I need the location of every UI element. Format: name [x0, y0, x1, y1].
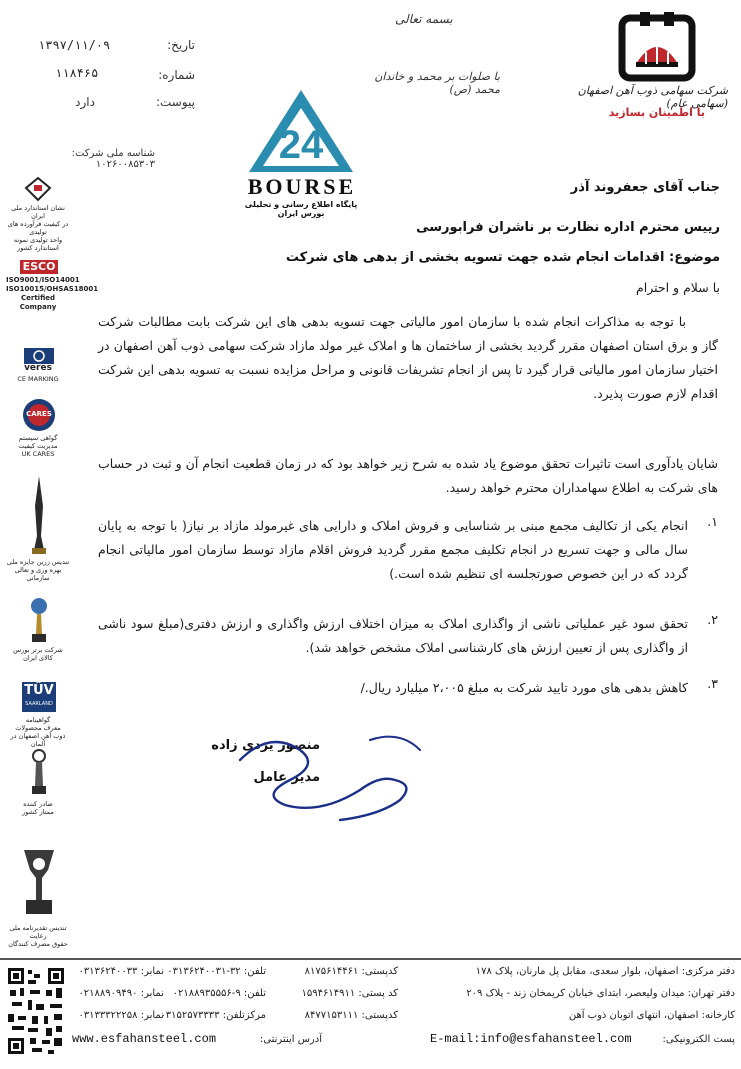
- bourse24-logo-icon: [235, 86, 367, 176]
- footer-tehran-address: دفتر تهران: میدان ولیعصر، ابتدای خیابان کریمخان زند - پلاک ۲۰۹: [466, 988, 735, 999]
- standard-label: نشان استاندارد ملی ایران در کیفیت فرآورده های تولیدی واحد تولیدی نمونه استاندارد کشور: [7, 204, 69, 252]
- footer-hq-postal: کدپستی: ۸۱۷۵۶۱۴۴۶۱: [304, 966, 398, 977]
- list-item: کاهش بدهی های مورد تایید شرکت به مبلغ ۲،۰۰۵ میلیارد ریال./: [360, 680, 688, 695]
- trophy-icon: [32, 476, 46, 554]
- bourse-subtitle: پایگاه اطلاع رسانی و تحلیلی بورس ایران: [244, 200, 358, 218]
- national-id: شناسه ملی شرکت: ۱۰۲۶۰۰۸۵۳۰۳: [71, 148, 155, 170]
- recipient: جناب آقای جعفروند آذر: [570, 180, 720, 195]
- cares-label: گواهی سیستم مدیریت کیفیت UK CARES: [18, 434, 58, 458]
- recipient-title: رییس محترم اداره نظارت بر ناشران فرابورسی: [416, 220, 720, 235]
- award-4-label: تندیس تقدیرنامه ملی رعایت حقوق مصرف کنندگان: [8, 924, 68, 948]
- standard-mark-icon: [24, 176, 52, 202]
- qr-code: [6, 966, 66, 1056]
- award-2-label: شرکت برتر بورس کالای ایران: [13, 646, 63, 662]
- cares-brand: CARES: [26, 410, 52, 418]
- qr-code-icon: [6, 966, 66, 1056]
- footer-hq-address: دفتر مرکزی: اصفهان، بلوار سعدی، مقابل پل مارنان، پلاک ۱۷۸: [475, 966, 735, 977]
- bismillah: بسمه تعالی: [395, 12, 453, 26]
- footer-divider: [0, 958, 741, 960]
- footer-email-label: پست الکترونیکی:: [662, 1034, 735, 1045]
- footer-hq-tel: تلفن: ۳۲-۰۳۱۳۶۲۴۰۰۳۱: [167, 966, 266, 977]
- handwritten-signature-icon: [230, 720, 430, 830]
- footer-tehran-fax: نمابر: ۰۲۱۸۸۹۰۹۴۹۰: [78, 988, 164, 999]
- veritas-brand: veres: [24, 363, 52, 373]
- bourse-trophy-icon: [30, 594, 48, 644]
- footer-email[interactable]: E-mail:info@esfahansteel.com: [430, 1032, 632, 1046]
- esco-label: ISO9001/ISO14001 ISO10015/OHSAS18001 Certified Company: [6, 276, 99, 311]
- footer-factory-fax: نمابر: ۰۳۱۳۳۳۲۲۲۵۸: [78, 1010, 164, 1021]
- award-logo-3: [30, 748, 48, 796]
- bourse-wordmark: BOURSE: [247, 174, 357, 199]
- footer-factory-postal: کدپستی: ۸۴۷۷۱۵۳۱۱۱: [304, 1010, 398, 1021]
- tuv-logo: [22, 682, 56, 712]
- list-item-number: ۳.: [707, 676, 718, 691]
- list-item-number: ۲.: [707, 612, 718, 627]
- subject: موضوع: اقدامات انجام شده جهت تسویه بخشی از بدهی های شرکت: [285, 250, 720, 265]
- footer-website[interactable]: www.esfahansteel.com: [72, 1032, 217, 1046]
- veritas-mark-icon: [24, 348, 54, 364]
- attachment-value: دارد: [75, 95, 95, 109]
- award-3-label: صادر کننده ممتاز کشور: [22, 800, 54, 816]
- award-logo-4: [20, 848, 58, 918]
- footer-factory-address: کارخانه: اصفهان، انتهای اتوبان ذوب آهن: [568, 1010, 735, 1021]
- date-value: ۱۳۹۷/۱۱/۰۹: [38, 38, 111, 52]
- award-1-label: تندیس زرین جایزه ملی بهره وری و تعالی سازمانی: [6, 558, 70, 582]
- company-name: شرکت سهامی ذوب آهن اصفهان (سهامی عام): [577, 84, 728, 110]
- greeting: با سلام و احترام: [636, 280, 720, 295]
- esco-logo: ESCO: [20, 260, 58, 274]
- salawat: با صلوات بر محمد و خاندان محمد (ص): [374, 70, 500, 96]
- export-trophy-icon: [30, 748, 48, 796]
- tuv-brand: TÜV: [24, 683, 54, 698]
- footer-website-label: آدرس اینترنتی:: [259, 1034, 322, 1045]
- paragraph-1: با توجه به مذاکرات انجام شده با سازمان امور مالیاتی جهت تسویه بدهی های این شرکت بابت مطالبات شرکت گاز و برق استان اصفهان مقرر گردید بخشی از ساختمان ها و املاک غیر مولد مازاد شرکت سهامی ذوب آهن اصفهان در اختیار سازمان امور مالیاتی قرار گیرد تا پس از انجام تشریفات قانونی و مراحل مزایده نسبت به تسویه بدهی این شرکت اقدام لازم صورت پذیرد.: [98, 314, 718, 401]
- tuv-brand-2: SAARLAND: [25, 701, 53, 707]
- certifications-column: [6, 176, 99, 956]
- number-value: ۱۱۸۴۶۵: [55, 66, 99, 80]
- award-logo-2: [30, 594, 48, 644]
- zob-ahan-logo-icon: [618, 12, 696, 82]
- list-item: انجام یکی از تکالیف مجمع مبنی بر شناسایی و فروش املاک و دارایی های غیرمولد مازاد بر نیاز( با توجه به پایان سال مالی و جهت تسریع در انجام تکلیف مجمع مقرر گردید فروش اقلام مازاد توسط سازمان امور مالیاتی انجام گردد که در این خصوص صورتجلسه ای تنظیم شده است.): [98, 518, 688, 581]
- signature: [230, 720, 430, 830]
- footer-tehran-postal: کد پستی: ۱۵۹۴۶۱۴۹۱۱: [301, 988, 398, 999]
- date-label: تاریخ:: [167, 38, 195, 52]
- footer-hq-fax: نمابر: ۰۳۱۳۶۲۴۰۰۳۳: [78, 966, 164, 977]
- company-logo: [618, 12, 696, 82]
- signer-name: منصور یزدی زاده: [211, 738, 320, 753]
- list-item: تحقق سود غیر عملیاتی ناشی از واگذاری املاک به میزان اختلاف ارزش واگذاری و ارزش دفتری(مبلغ سود ناشی از واگذاری پس از تعیین ارزش های کارشناسی املاک مشخص خواهد شد).: [98, 616, 688, 655]
- signer-title: مدیر عامل: [253, 770, 320, 785]
- standard-logo: [24, 176, 52, 202]
- veritas-label: CE MARKING: [17, 375, 59, 383]
- consumer-rights-trophy-icon: [20, 848, 58, 918]
- svg-text:24: 24: [278, 123, 324, 167]
- veritas-logo: [24, 348, 54, 364]
- paragraph-2: شایان یادآوری است تاثیرات تحقق موضوع یاد شده به شرح زیر خواهد بود که در زمان قطعیت انجام آن و ثبت در حساب های شرکت به اطلاع سهامداران محترم خواهد رسید.: [98, 456, 718, 495]
- footer-tehran-tel: تلفن: ۹-۰۲۱۸۸۹۳۵۵۵۶: [172, 988, 266, 999]
- list-item-number: ۱.: [707, 514, 718, 529]
- number-label: شماره:: [158, 68, 195, 82]
- award-logo-1: [32, 476, 46, 554]
- slogan: با اطمینان بسازید: [608, 106, 705, 119]
- tuv-label: گواهینامه معرف محصولات ذوب آهن اصفهان در آلمان: [10, 716, 66, 748]
- footer-factory-tel: مرکزتلفن: ۰۳۱۵۲۵۷۳۳۳۳: [160, 1010, 266, 1021]
- bourse24-watermark: [235, 86, 367, 216]
- attachment-label: پیوست:: [155, 95, 195, 109]
